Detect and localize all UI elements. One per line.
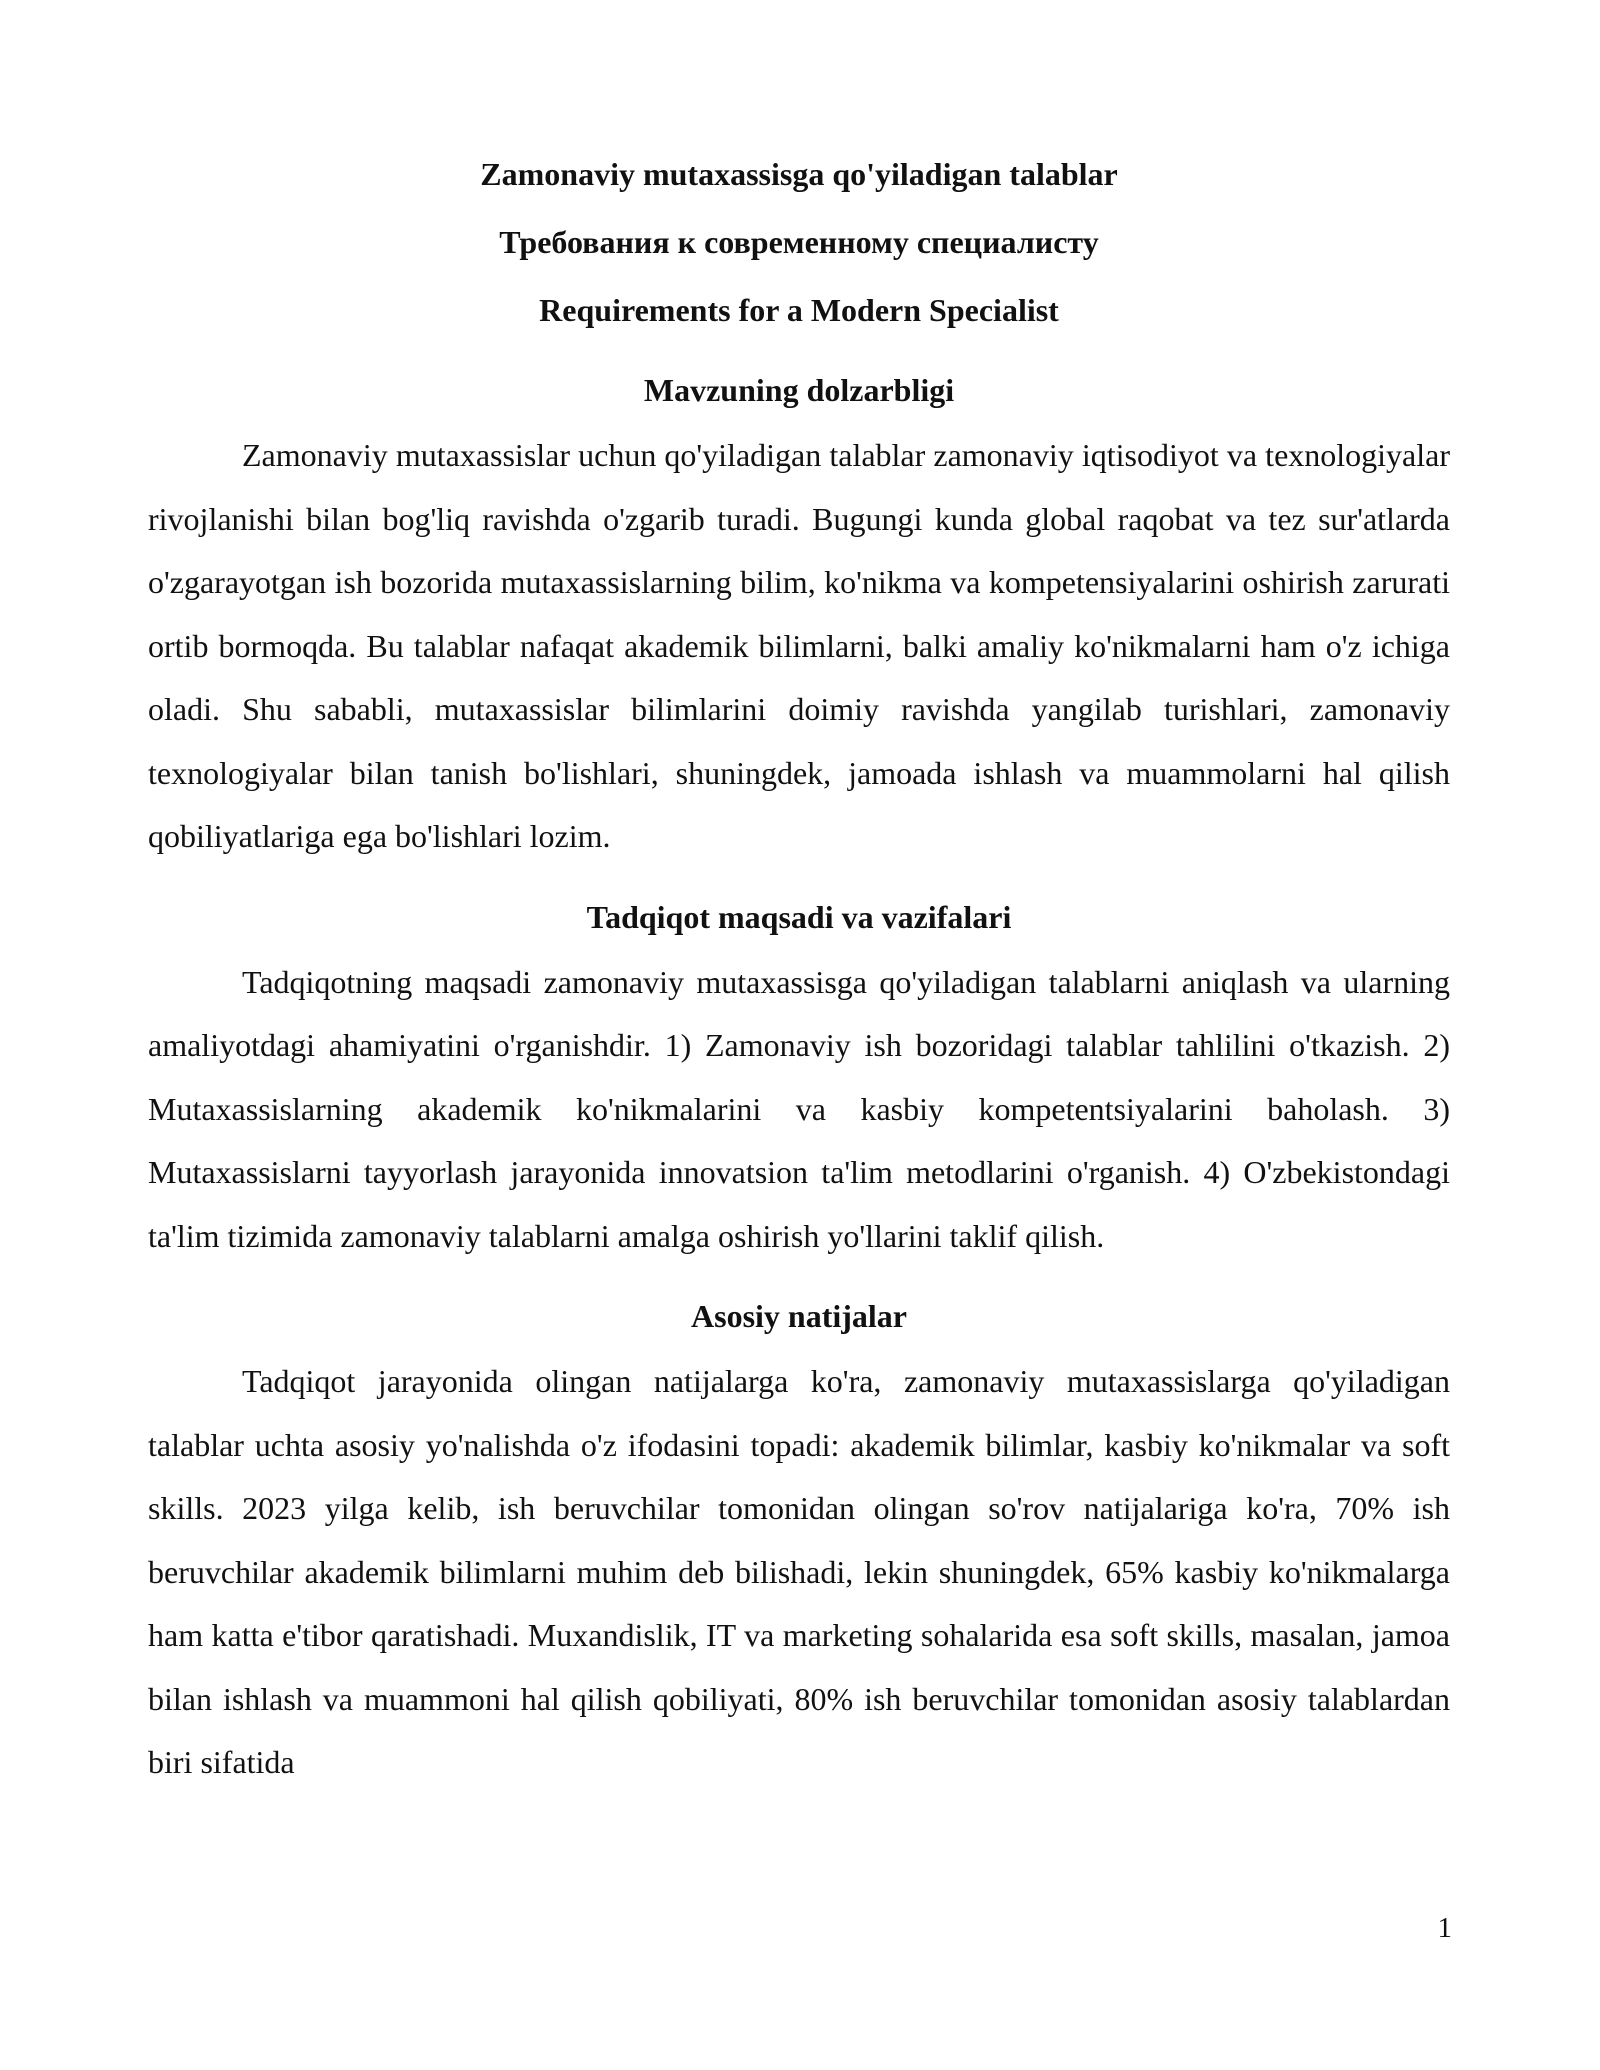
section-paragraph-objectives: Tadqiqotning maqsadi zamonaviy mutaxassisga qo'yiladigan talablarni aniqlash va ularning amaliyotdagi ahamiyatini o'rganishdir. 1) Zamonaviy ish bozoridagi talablar tahlilini o'tkazish. 2) Mutaxassislarning akademik ko'nikmalarini va kasbiy kompetentsiyalarini baholash. 3) Mutaxassislarni tayyorlash jarayonida innovatsion ta'lim metodlarini o'rganish. 4) O'zbekistondagi ta'lim tizimida zamonaviy talablarni amalga oshirish yo'llarini taklif qilish. — [148, 963, 1450, 1254]
title-russian: Требования к современному специалисту — [499, 224, 1099, 260]
section-heading-results: Asosiy natijalar — [691, 1298, 907, 1334]
section-heading-relevance: Mavzuning dolzarbligi — [643, 372, 955, 408]
title-english: Requirements for a Modern Specialist — [539, 292, 1059, 328]
section-paragraph-results: Tadqiqot jarayonida olingan natijalarga ko'ra, zamonaviy mutaxassislarga qo'yiladigan talablar uchta asosiy yo'nalishda o'z ifodasini topadi: akademik bilimlar, kasbiy ko'nikmalar va soft skills. 2023 yilga kelib, ish beruvchilar tomonidan olingan so'rov natijalariga ko'ra, 70% ish beruvchilar akademik bilimlarni muhim deb bilishadi, lekin shuningdek, 65% kasbiy ko'nikmalarga ham katta e'tibor qaratishadi. Muxandislik, IT va marketing sohalarida esa soft skills, masalan, jamoa bilan ishlash va muammoni hal qilish qobiliyati, 80% ish beruvchilar tomonidan asosiy talablardan biri sifatida — [148, 1363, 1450, 1780]
section-paragraph-relevance: Zamonaviy mutaxassislar uchun qo'yiladigan talablar zamonaviy iqtisodiyot va texnologiyalar rivojlanishi bilan bog'liq ravishda o'zgarib turadi. Bugungi kunda global raqobat va tez sur'atlarda o'zgarayotgan ish bozorida mutaxassislarning bilim, ko'nikma va kompetensiyalarini oshirish zarurati ortib bormoqda. Bu talablar nafaqat akademik bilimlarni, balki amaliy ko'nikmalarni ham o'z ichiga oladi. Shu sababli, mutaxassislar bilimlarini doimiy ravishda yangilab turishlari, zamonaviy texnologiyalar bilan tanish bo'lishlari, shuningdek, jamoada ishlash va muammolarni hal qilish qobiliyatlariga ega bo'lishlari lozim. — [148, 437, 1450, 854]
section-heading-objectives: Tadqiqot maqsadi va vazifalari — [586, 898, 1012, 935]
document-page — [148, 140, 1450, 1795]
title-uzbek: Zamonaviy mutaxassisga qo'yiladigan talablar — [480, 156, 1118, 192]
page-number: 1 — [1437, 1912, 1452, 1944]
